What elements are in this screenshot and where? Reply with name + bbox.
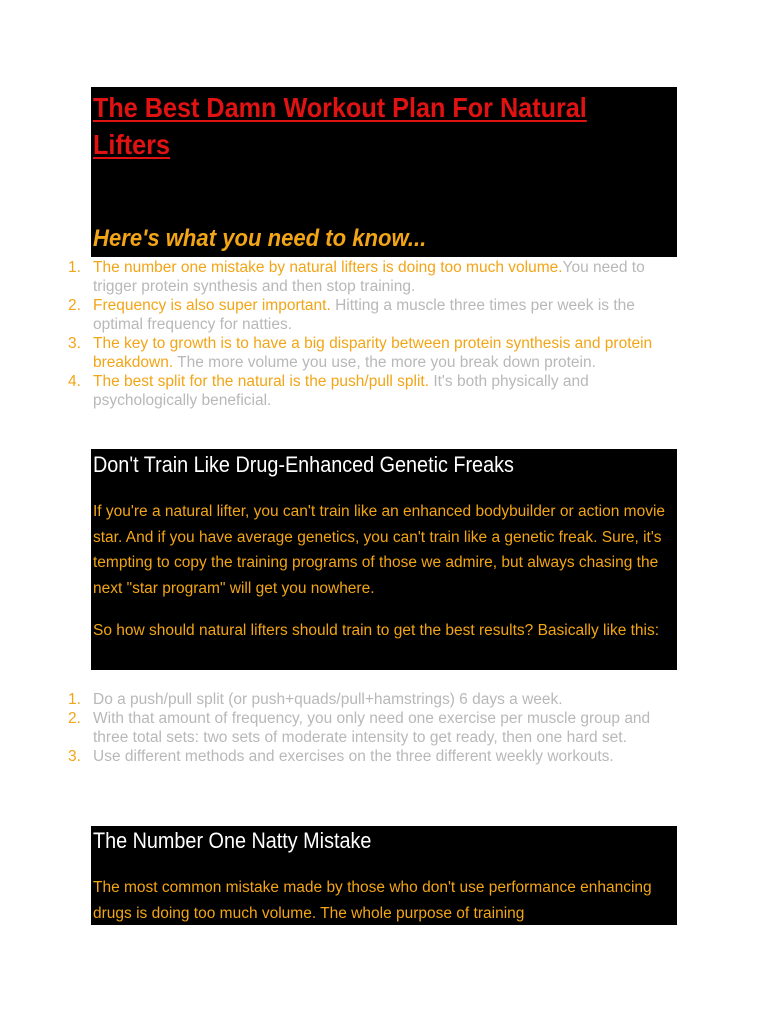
list-item-text: The more volume you use, the more you break down protein. — [173, 354, 596, 371]
list-item-text: Hitting a muscle three times per week is the optimal frequency for natties. — [93, 297, 635, 333]
section-paragraph: The most common mistake made by those who don't use performance enhancing drugs is doing too much volume. The whole purpose of training — [93, 879, 652, 922]
list-item-text: It's both physically and psychologically beneficial. — [93, 373, 589, 409]
list-number: 2. — [68, 710, 81, 727]
plan-points-list — [64, 690, 684, 766]
list-item-highlight: The number one mistake by natural lifters is doing too much volume. — [93, 259, 563, 276]
list-number: 2. — [68, 297, 81, 314]
list-number: 4. — [68, 373, 81, 390]
list-number: 1. — [68, 259, 81, 276]
section-paragraph: So how should natural lifters should train to get the best results? Basically like this: — [93, 622, 660, 640]
list-number: 1. — [68, 691, 81, 708]
list-item-text: With that amount of frequency, you only need one exercise per muscle group and three total sets: two sets of moderate intensity to get ready, then one hard set. — [93, 710, 651, 746]
list-item — [64, 334, 684, 372]
section-drug-enhanced — [91, 449, 677, 670]
section-paragraph: If you're a natural lifter, you can't train like an enhanced bodybuilder or action movie star. And if you have average genetics, you can't train like a genetic freak. Sure, it's tempting to copy the training programs of those we admire, but always chasing the next "star program" will get you nowhere. — [93, 503, 666, 597]
page-title: The Best Damn Workout Plan For Natural Lifters — [93, 92, 587, 160]
list-item — [64, 258, 684, 296]
list-item-highlight: The key to growth is to have a big disparity between protein synthesis and protein breakdown. — [93, 335, 653, 371]
list-item-text: You need to trigger protein synthesis and then stop training. — [93, 259, 645, 295]
section-natty-mistake — [91, 826, 677, 925]
list-item — [64, 747, 684, 766]
header-box — [91, 87, 677, 257]
list-item — [64, 296, 684, 334]
list-item-text: Do a push/pull split (or push+quads/pull+hamstrings) 6 days a week. — [93, 691, 563, 708]
list-item-highlight: Frequency is also super important. — [93, 297, 331, 314]
list-number: 3. — [68, 748, 81, 765]
list-item — [64, 372, 684, 410]
list-item — [64, 690, 684, 709]
section-heading: The Number One Natty Mistake — [93, 828, 372, 853]
list-item-highlight: The best split for the natural is the push/pull split. — [93, 373, 430, 390]
list-item — [64, 709, 684, 747]
page-subtitle: Here's what you need to know... — [93, 225, 427, 252]
key-points-list — [64, 258, 684, 410]
list-item-text: Use different methods and exercises on the three different weekly workouts. — [93, 748, 614, 765]
section-heading: Don't Train Like Drug-Enhanced Genetic Freaks — [93, 452, 514, 477]
list-number: 3. — [68, 335, 81, 352]
